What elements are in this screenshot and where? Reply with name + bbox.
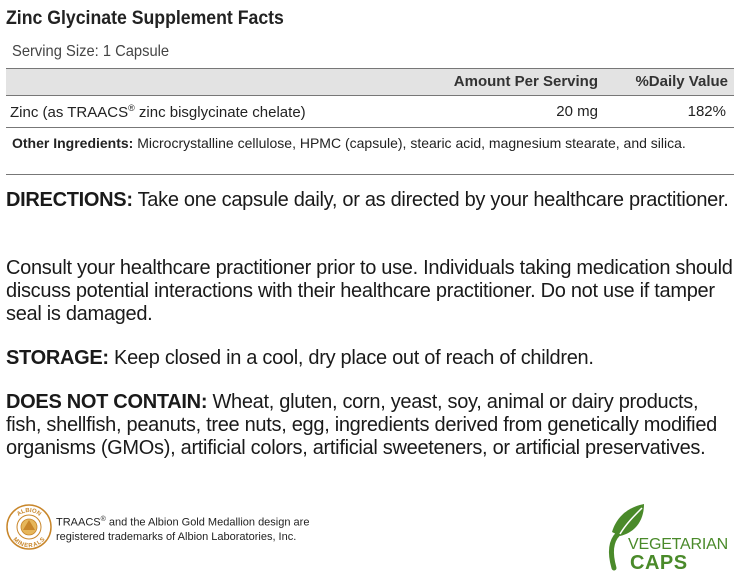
caps-label: CAPS <box>630 552 688 574</box>
svg-text:MINERALS: MINERALS <box>11 536 47 550</box>
supplement-facts-title: Zinc Glycinate Supplement Facts <box>6 8 284 29</box>
nutrient-daily-value: 182% <box>687 103 726 120</box>
directions-paragraph <box>6 189 734 212</box>
trademark-notice: TRAACS® and the Albion Gold Medallion design are registered trademarks of Albion Laboratories, Inc. <box>56 516 310 543</box>
storage-paragraph <box>6 347 734 370</box>
divider <box>6 174 734 175</box>
facts-table-header <box>6 68 734 96</box>
table-row <box>6 96 734 128</box>
other-ingredients <box>12 135 727 151</box>
storage-label: STORAGE: <box>6 347 109 369</box>
directions-label: DIRECTIONS: <box>6 189 133 211</box>
does-not-contain-text: Wheat, gluten, corn, yeast, soy, animal or dairy products, fish, shellfish, peanuts, tree nuts, egg, ingredients derived from genetically modified organisms (GMOs), artificial colors, artificial sweeteners, or artificial preservatives. <box>6 391 717 459</box>
does-not-contain-label: DOES NOT CONTAIN: <box>6 391 208 413</box>
directions-text: Take one capsule daily, or as directed by your healthcare practitioner. <box>132 189 729 211</box>
svg-text:ALBION: ALBION <box>16 507 42 518</box>
nutrient-name: Zinc (as TRAACS® zinc bisglycinate chelate) <box>10 103 306 121</box>
does-not-contain-paragraph <box>6 391 734 460</box>
consult-paragraph: Consult your healthcare practitioner prior to use. Individuals taking medication should discuss potential interactions with their healthcare practitioner. Do not use if tamper seal is damaged. <box>6 257 733 325</box>
header-daily-value: %Daily Value <box>635 73 728 90</box>
other-ingredients-text: Microcrystalline cellulose, HPMC (capsule), stearic acid, magnesium stearate, and silica. <box>133 135 686 151</box>
nutrient-amount: 20 mg <box>556 103 598 120</box>
storage-text: Keep closed in a cool, dry place out of reach of children. <box>108 347 594 369</box>
albion-medallion-icon <box>6 504 52 550</box>
serving-size: Serving Size: 1 Capsule <box>12 43 170 60</box>
other-ingredients-label: Other Ingredients: <box>12 135 134 151</box>
vegetarian-label: VEGETARIAN <box>628 536 728 553</box>
header-amount-per-serving: Amount Per Serving <box>453 73 598 90</box>
